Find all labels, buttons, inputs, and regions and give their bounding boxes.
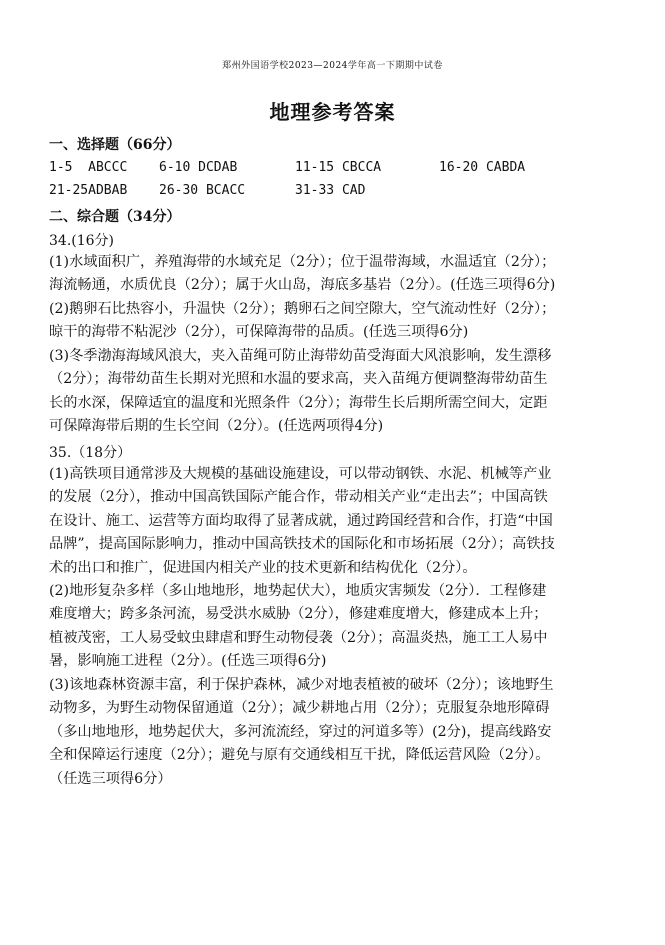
question-34-number: 34.(16分) [49,233,115,249]
q35-answer-1 [49,463,631,580]
text-line: 在设计、施工、运营等方面均取得了显著成就，通过跨国经营和合作，打造“中国 [49,512,553,529]
text-line: (3)冬季渤海海域风浪大，夹入苗绳可防止海带幼苗受海面大风浪影响，发生漂移 [49,348,552,364]
q35-answer-3 [49,674,631,791]
section-heading-choice: 一、选择题（66分） [49,137,181,153]
text-line: (2)地形复杂多样（多山地地形，地势起伏大），地质灾害频发（2分）．工程修建 [49,583,547,599]
document-title: 郑州外国语学校2023—2024学年高一下期期中试卷 [222,61,443,71]
text-line: 长的水深，保障适宜的温度和光照条件（2分）；海带生长后期所需空间大，定距 [49,394,548,411]
text-line: （2分）；海带幼苗生长期对光照和水温的要求高，夹入苗绳方便调整海带幼苗生 [49,371,548,388]
text-line: 植被茂密，工人易受蚊虫肆虐和野生动物侵袭（2分）；高温炎热，施工工人易中 [49,629,548,646]
mc-answer-group: 31-33 CAD [295,183,366,198]
text-line: 晾干的海带不粘泥沙（2分），可保障海带的品质。(任选三项得6分) [49,324,469,341]
mc-answer-row [49,160,629,180]
mc-answer-group: 11-15 CBCCA [295,160,382,175]
text-line: 暑，影响施工进程（2分）。(任选三项得6分) [49,653,327,670]
text-line: 品牌”，提高国际影响力，推动中国高铁技术的国际化和市场拓展（2分）；高铁技 [49,536,555,553]
text-line: 海流畅通，水质优良（2分）；属于火山岛，海底多基岩（2分）。(任选三项得6分) [49,277,556,294]
q34-answer-3 [49,345,631,439]
text-line: （多山地地形，地势起伏大，多河流流经，穿过的河道多等）(2分)，提高线路安 [49,723,552,740]
text-line: 可保障海带后期的生长空间（2分）。(任选两项得4分) [49,418,384,435]
q34-answer-2 [49,298,631,345]
text-line: 全和保障运行速度（2分）；避免与原有交通线相互干扰，降低运营风险（2分）。 [49,747,550,764]
section-heading-comprehensive: 二、综合题（34分） [49,209,181,225]
q35-answer-2 [49,580,631,674]
mc-answer-group: 16-20 CABDA [439,160,526,175]
mc-answer-group: 6-10 DCDAB [159,160,238,175]
q34-answer-1 [49,251,631,298]
mc-answer-group: 21-25ADBAB [49,183,128,198]
question-35-number: 35.（18分） [49,445,132,461]
text-line: （任选三项得6分） [49,770,172,787]
text-line: 难度增大；跨多条河流，易受洪水威胁（2分），修建难度增大，修建成本上升； [49,606,548,623]
text-line: (1)高铁项目通常涉及大规模的基础设施建设，可以带动钢铁、水泥、机械等产业 [49,466,552,482]
mc-answer-group: 1-5 ABCCC [49,160,128,175]
document-subtitle: 地理参考答案 [269,100,396,124]
text-line: (1)水域面积广，养殖海带的水域充足（2分）；位于温带海域，水温适宜（2分）； [49,254,556,270]
text-line: (3)该地森林资源丰富，利于保护森林，减少对地表植被的破坏（2分）；该地野生 [49,677,554,693]
mc-answer-group: 26-30 BCACC [159,183,246,198]
text-line: 术的出口和推广，促进国内相关产业的技术更新和结构优化（2分）。 [49,559,477,576]
text-line: (2)鹅卵石比热容小，升温快（2分）；鹅卵石之间空隙大，空气流动性好（2分）； [49,301,556,317]
text-line: 动物多，为野生动物保留通道（2分）；减少耕地占用（2分）；克服复杂地形障碍 [49,700,550,717]
text-line: 的发展（2分），推动中国高铁国际产能合作，带动相关产业“走出去”；中国高铁 [49,489,548,506]
mc-answer-row [49,183,629,203]
